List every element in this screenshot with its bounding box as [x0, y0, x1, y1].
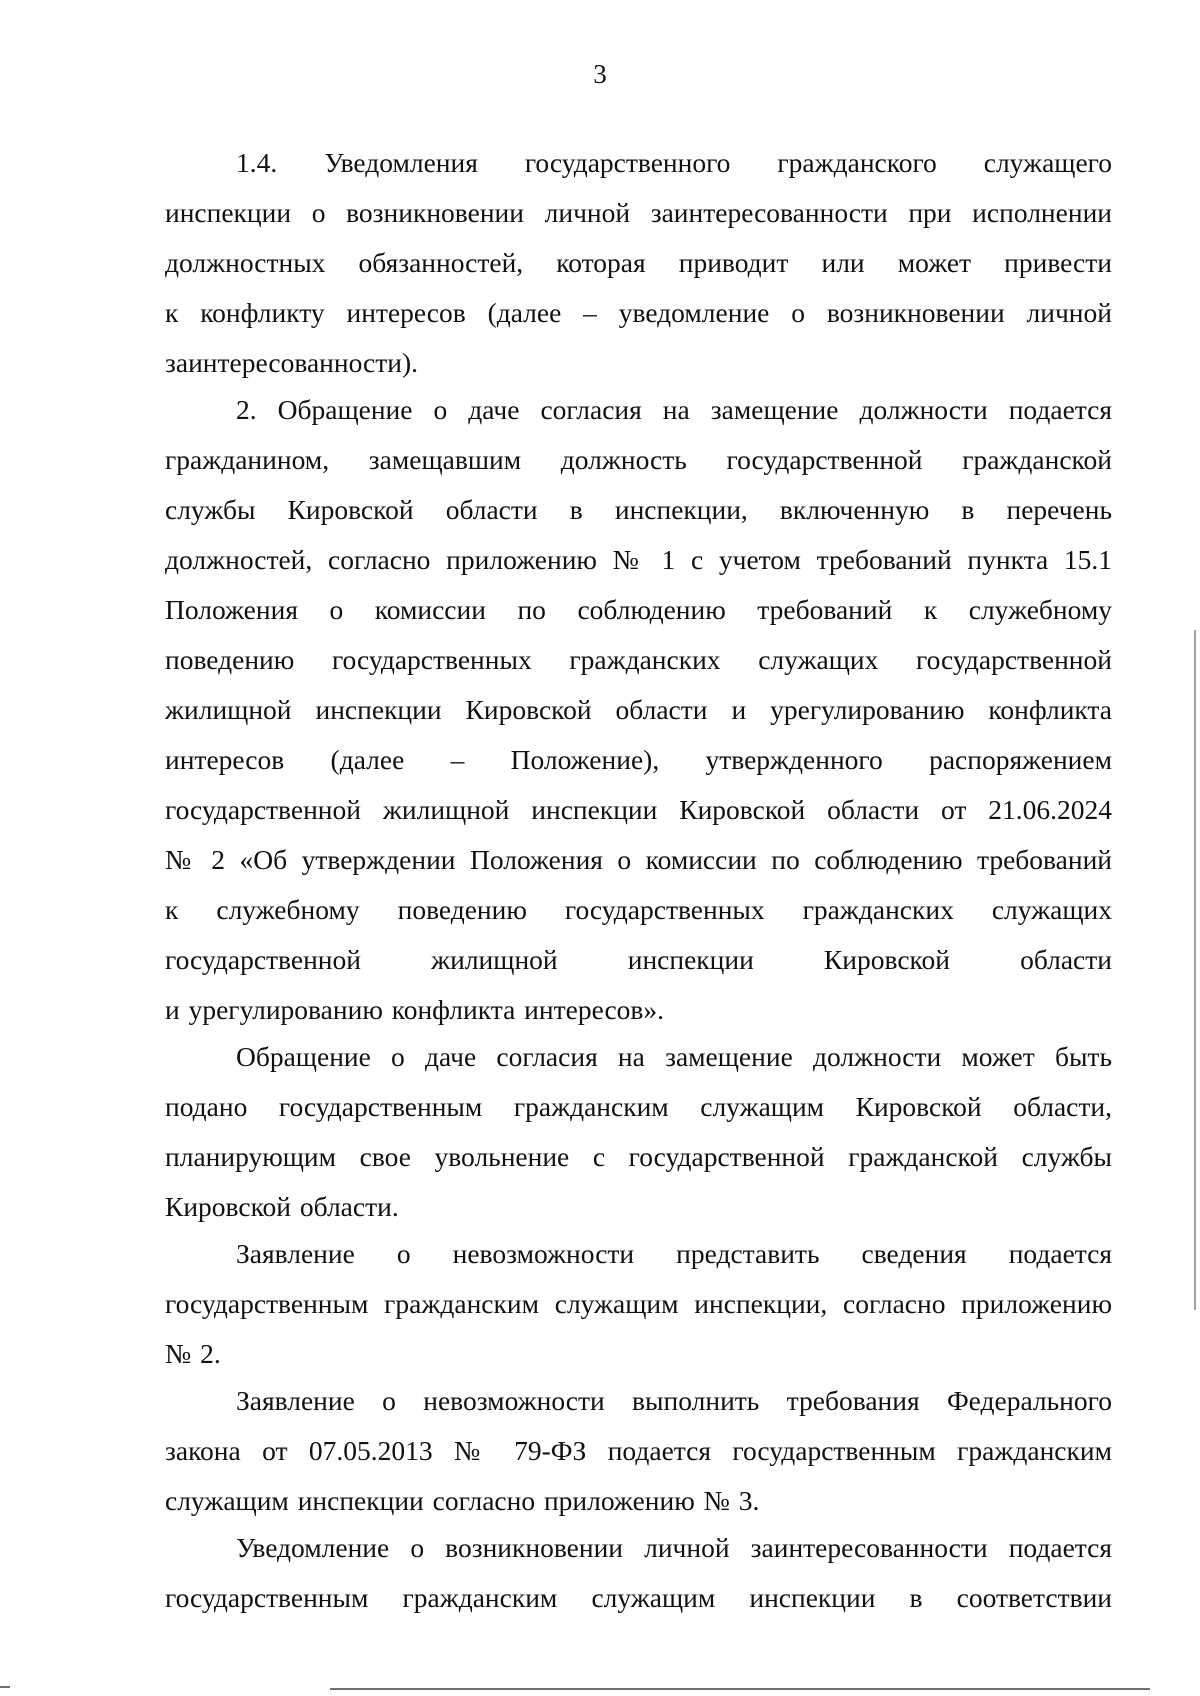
document-body — [165, 138, 1112, 1623]
text-line: Обращение о даче согласия на замещение должности может быть — [236, 1041, 1112, 1072]
text-line: заинтересованности). — [165, 347, 418, 378]
text-line: № 2 «Об утверждении Положения о комиссии по соблюдению требований — [165, 844, 1112, 875]
text-line: служащим инспекции согласно приложению № 3. — [165, 1485, 760, 1516]
text-line: Заявление о невозможности представить сведения подается — [236, 1238, 1112, 1269]
text-line: к служебному поведению государственных гражданских служащих — [165, 894, 1112, 925]
text-line: Заявление о невозможности выполнить требования Федерального — [236, 1385, 1112, 1416]
text-line: интересов (далее – Положение), утвержденного распоряжением — [165, 744, 1112, 775]
text-line: подано государственным гражданским служащим Кировской области, — [165, 1091, 1112, 1122]
page-number: 3 — [593, 59, 607, 89]
text-line: должностей, согласно приложению № 1 с учетом требований пункта 15.1 — [165, 544, 1112, 575]
text-line: государственной жилищной инспекции Кировской области — [165, 944, 1112, 975]
text-line: инспекции о возникновении личной заинтересованности при исполнении — [165, 197, 1112, 228]
text-line: государственным гражданским служащим инспекции, согласно приложению — [165, 1288, 1112, 1319]
text-line: 1.4. Уведомления государственного гражданского служащего — [236, 147, 1112, 178]
text-line: должностных обязанностей, которая приводит или может привести — [165, 247, 1112, 278]
text-line: 2. Обращение о даче согласия на замещение должности подается — [236, 394, 1112, 425]
paragraph-statement-info — [165, 1229, 1112, 1379]
text-line: планирующим свое увольнение с государственной гражданской службы — [165, 1141, 1112, 1172]
text-line: Положения о комиссии по соблюдению требований к служебному — [165, 594, 1112, 625]
text-line: Уведомление о возникновении личной заинтересованности подается — [236, 1532, 1112, 1563]
text-line: жилищной инспекции Кировской области и урегулированию конфликта — [165, 694, 1112, 725]
text-line: государственным гражданским служащим инспекции в соответствии — [165, 1582, 1112, 1613]
text-line: № 2. — [165, 1338, 221, 1369]
text-line: поведению государственных гражданских служащих государственной — [165, 644, 1112, 675]
paragraph-2 — [165, 385, 1112, 1035]
text-line: к конфликту интересов (далее – уведомление о возникновении личной — [165, 297, 1112, 328]
footer-rule — [330, 1688, 1150, 1690]
text-line: и урегулированию конфликта интересов». — [165, 994, 665, 1025]
text-line: службы Кировской области в инспекции, включенную в перечень — [165, 494, 1112, 525]
scan-edge-mark — [0, 1686, 10, 1688]
text-line: закона от 07.05.2013 № 79-ФЗ подается государственным гражданским — [165, 1435, 1112, 1466]
paragraph-statement-law — [165, 1376, 1112, 1526]
text-line: гражданином, замещавшим должность государственной гражданской — [165, 444, 1112, 475]
paragraph-request-note — [165, 1032, 1112, 1232]
paragraph-1-4 — [165, 138, 1112, 388]
paragraph-interest-notice — [165, 1523, 1112, 1623]
scan-edge-line — [1194, 630, 1196, 1310]
text-line: государственной жилищной инспекции Кировской области от 21.06.2024 — [165, 794, 1112, 825]
text-line: Кировской области. — [165, 1191, 399, 1222]
